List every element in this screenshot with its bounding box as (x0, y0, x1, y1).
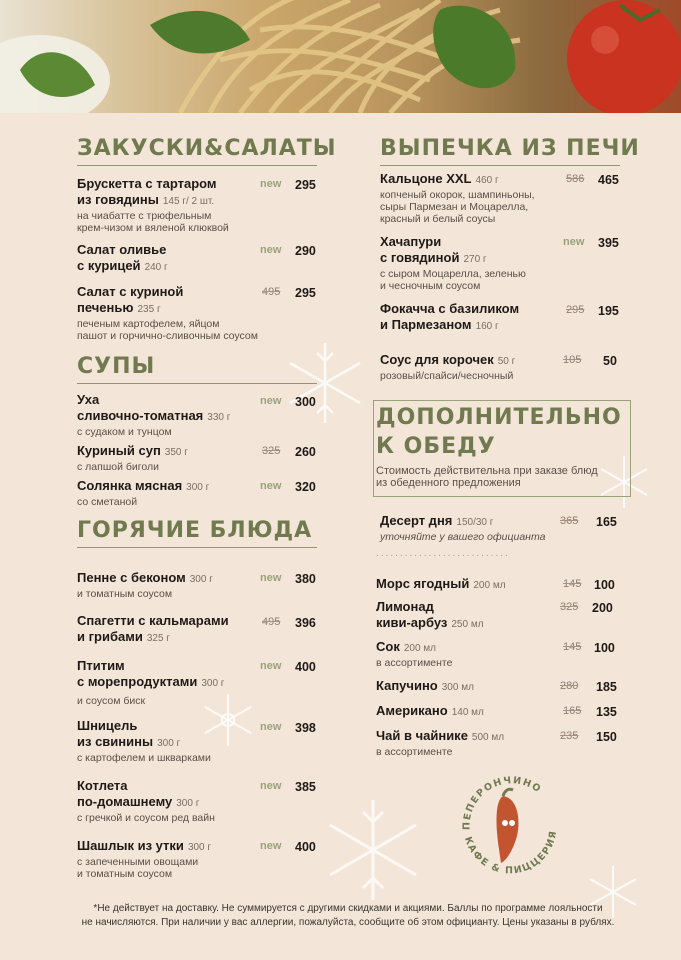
menu-item (376, 703, 484, 721)
item-name: Морс ягодный (376, 576, 470, 591)
item-weight: 300 г (176, 798, 200, 809)
new-badge: new (563, 236, 585, 248)
item-weight: 270 г (463, 254, 487, 265)
item-price: 395 (598, 236, 619, 250)
menu-item (77, 613, 229, 647)
new-badge: new (260, 572, 282, 584)
old-price: 325 (262, 445, 281, 457)
item-price: 50 (603, 354, 617, 368)
menu-item (77, 242, 168, 276)
item-description: со сметаной (77, 496, 138, 508)
new-badge: new (260, 660, 282, 672)
old-price: 586 (566, 173, 585, 185)
item-name: с курицей (77, 258, 141, 273)
snowflake-icon (318, 795, 428, 905)
menu-item (77, 718, 211, 764)
item-price: 135 (596, 705, 617, 719)
old-price: 280 (560, 680, 579, 692)
menu-item (380, 234, 526, 292)
item-name: Соус для корочек (380, 352, 494, 367)
item-weight: 500 мл (471, 732, 505, 743)
section-title-bakery: ВЫПЕЧКА ИЗ ПЕЧИ (380, 136, 640, 161)
menu-item (77, 443, 188, 473)
menu-item (77, 284, 258, 342)
item-name: сливочно-томатная (77, 408, 204, 423)
section-title-extra: К ОБЕДУ (376, 434, 496, 459)
item-name: из свинины (77, 734, 154, 749)
item-name: Куриный суп (77, 443, 161, 458)
item-price: 100 (594, 578, 615, 592)
item-description: красный и белый соусы (380, 213, 496, 225)
item-description: сыры Пармезан и Моцарелла, (380, 201, 529, 213)
item-name: с морепродуктами (77, 674, 198, 689)
item-name: Брускетта с тартаром (77, 176, 217, 191)
menu-item (380, 171, 535, 225)
item-description: в ассортименте (376, 657, 453, 669)
item-name: Американо (376, 703, 448, 718)
item-name: Уха (77, 392, 100, 407)
item-price: 300 (295, 395, 316, 409)
item-name: Салат с куриной (77, 284, 184, 299)
item-name: с говядиной (380, 250, 460, 265)
divider (77, 547, 317, 548)
old-price: 235 (560, 730, 579, 742)
item-description: копченый окорок, шампиньоны, (380, 189, 535, 201)
old-price: 495 (262, 286, 281, 298)
item-name: Сок (376, 639, 400, 654)
item-description: печеным картофелем, яйцом (77, 318, 220, 330)
item-name: Птитим (77, 658, 125, 673)
extra-note: Стоимость действительна при заказе блюд (376, 465, 598, 477)
old-price: 145 (563, 578, 582, 590)
item-name: печенью (77, 300, 134, 315)
item-price: 195 (598, 304, 619, 318)
menu-item (77, 392, 230, 438)
divider (77, 165, 317, 166)
menu-item (77, 176, 229, 234)
old-price: 495 (262, 616, 281, 628)
item-name: Котлета (77, 778, 128, 793)
item-name: Шницель (77, 718, 138, 733)
new-badge: new (260, 780, 282, 792)
new-badge: new (260, 395, 282, 407)
item-weight: 325 г (146, 633, 170, 644)
item-name: Пенне с беконом (77, 570, 186, 585)
item-weight: 150/30 г (456, 517, 494, 528)
item-description: с судаком и тунцом (77, 426, 172, 438)
item-weight: 300 г (187, 842, 212, 853)
item-price: 396 (295, 616, 316, 630)
item-weight: 200 мл (403, 643, 437, 654)
item-description: с лапшой биголи (77, 461, 159, 473)
hero-food-photo (0, 0, 681, 113)
item-description: с запеченными овощами (77, 856, 199, 868)
menu-item (77, 778, 215, 824)
item-description: и томатным соусом (77, 868, 173, 880)
item-description: на чиабатте с трюфельным (77, 210, 212, 222)
divider (380, 165, 620, 166)
item-price: 320 (295, 480, 316, 494)
item-name: Спагетти с кальмарами (77, 613, 229, 628)
item-name: Кальцоне XXL (380, 171, 472, 186)
item-weight: 200 мл (473, 580, 506, 591)
item-price: 380 (295, 572, 316, 586)
menu-item (77, 838, 211, 880)
item-description: крем-чизом и вяленой клюквой (77, 222, 229, 234)
item-price: 290 (295, 244, 316, 258)
menu-item (376, 728, 504, 758)
new-badge: new (260, 178, 282, 190)
logo-bottom-text: КАФЕ & ПИЦЦЕРИЯ (461, 829, 560, 877)
item-name: киви-арбуз (376, 615, 448, 630)
menu-item (376, 639, 452, 669)
menu-item (77, 570, 213, 600)
footer-line: *Не действует на доставку. Не суммируется с другими скидками и акциями. Баллы по программе лояльности (93, 903, 603, 914)
item-price: 165 (596, 515, 617, 529)
footer-note (28, 902, 668, 930)
item-price: 400 (295, 840, 316, 854)
new-badge: new (260, 480, 282, 492)
dotted-divider: ............................ (376, 548, 510, 559)
new-badge: new (260, 244, 282, 256)
item-weight: 460 г (475, 175, 499, 186)
item-weight: 300 г (201, 678, 225, 689)
item-description: и соусом биск (77, 695, 146, 707)
item-description: с картофелем и шкварками (77, 752, 211, 764)
menu-item (77, 658, 224, 707)
item-price: 185 (596, 680, 617, 694)
item-description: пашот и горчично-сливочным соусом (77, 330, 258, 342)
item-weight: 330 г (207, 412, 231, 423)
item-name: Шашлык из утки (77, 838, 184, 853)
item-price: 295 (295, 286, 316, 300)
item-name: и грибами (77, 629, 143, 644)
old-price: 145 (563, 641, 582, 653)
item-name: по-домашнему (77, 794, 173, 809)
item-description: и чесночным соусом (380, 280, 481, 292)
menu-item (77, 478, 209, 508)
item-name: Лимонад (376, 599, 434, 614)
item-price: 100 (594, 641, 615, 655)
menu-item (376, 576, 506, 594)
divider (77, 383, 317, 384)
menu-item (380, 301, 519, 335)
item-name: Салат оливье (77, 242, 167, 257)
item-name: Фокачча с базиликом (380, 301, 520, 316)
item-weight: 235 г (137, 304, 161, 315)
item-price: 150 (596, 730, 617, 744)
old-price: 105 (563, 354, 582, 366)
item-price: 465 (598, 173, 619, 187)
menu-item (376, 599, 484, 633)
new-badge: new (260, 721, 282, 733)
new-badge: new (260, 840, 282, 852)
item-name: Солянка мясная (77, 478, 183, 493)
menu-item (380, 513, 545, 543)
section-title-appetizers: ЗАКУСКИ&САЛАТЫ (77, 136, 337, 161)
pepper-icon (496, 789, 518, 863)
item-weight: 300 г (189, 574, 213, 585)
item-price: 398 (295, 721, 316, 735)
item-weight: 140 мл (451, 707, 484, 718)
item-weight: 300 мл (441, 682, 474, 693)
menu-item (380, 352, 515, 382)
old-price: 295 (566, 304, 585, 316)
item-description: с гречкой и соусом ред вайн (77, 812, 215, 824)
section-title-soups: СУПЫ (77, 354, 156, 379)
extra-note: из обеденного предложения (376, 477, 521, 489)
logo-top-text: ПЕПЕРОНЧИНО (461, 775, 544, 831)
item-description: с сыром Моцарелла, зеленью (380, 268, 526, 280)
old-price: 325 (560, 601, 579, 613)
item-description: в ассортименте (376, 746, 453, 758)
item-name: Капучино (376, 678, 438, 693)
item-weight: 300 г (186, 482, 210, 493)
item-price: 385 (295, 780, 316, 794)
old-price: 165 (563, 705, 582, 717)
item-price: 295 (295, 178, 316, 192)
item-weight: 145 г/ 2 шт. (162, 196, 215, 207)
item-weight: 50 г (497, 356, 516, 367)
item-weight: 160 г (475, 321, 499, 332)
item-description: и томатным соусом (77, 588, 173, 600)
section-title-hot: ГОРЯЧИЕ БЛЮДА (77, 518, 313, 543)
menu-item (376, 678, 474, 696)
item-name: из говядины (77, 192, 159, 207)
item-price: 260 (295, 445, 316, 459)
item-name: Десерт дня (380, 513, 453, 528)
item-name: и Пармезаном (380, 317, 472, 332)
item-description: уточняйте у вашего официанта (380, 531, 546, 543)
footer-line: не начисляются. При наличии у вас аллергии, пожалуйста, сообщите об этом официанту. Цены указаны в рублях. (81, 917, 615, 928)
item-name: Чай в чайнике (376, 728, 468, 743)
item-price: 200 (592, 601, 613, 615)
item-name: Хачапури (380, 234, 442, 249)
item-weight: 240 г (144, 262, 168, 273)
item-description: розовый/спайси/чесночный (380, 370, 514, 382)
item-weight: 300 г (157, 738, 181, 749)
item-price: 400 (295, 660, 316, 674)
section-title-extra: ДОПОЛНИТЕЛЬНО (376, 405, 622, 430)
old-price: 365 (560, 515, 579, 527)
item-weight: 250 мл (451, 619, 484, 630)
pepperoncino-logo (455, 768, 565, 888)
item-weight: 350 г (164, 447, 188, 458)
